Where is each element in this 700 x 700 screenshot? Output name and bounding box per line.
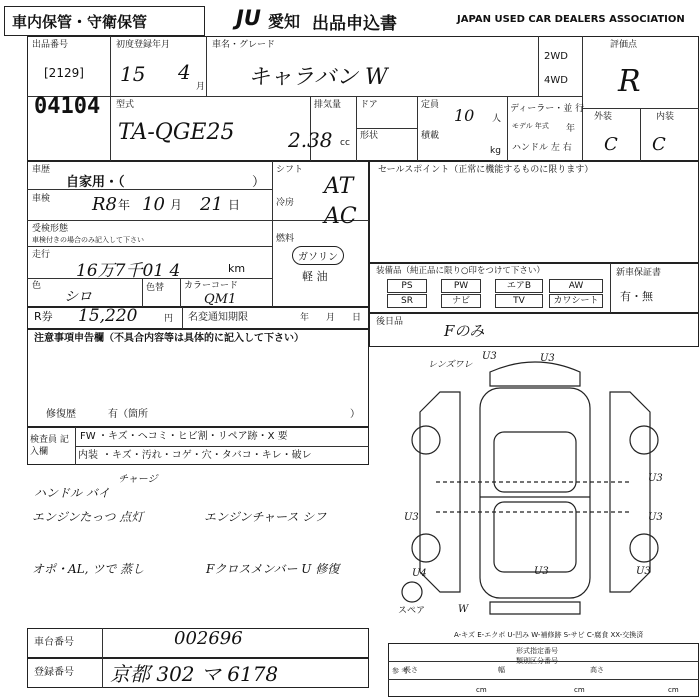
displacement-unit: cc (340, 138, 350, 148)
note-line-1: ハンドル バイ (34, 486, 110, 500)
note-line-2: エンジンたっつ 点灯 (32, 510, 144, 524)
plate-label: 登録番号 (34, 667, 74, 678)
paint-label: 色替 (146, 283, 165, 293)
car-diagram (380, 352, 690, 622)
fuel-gas: ガソリン (292, 246, 344, 265)
repair-label: 修復歴 (46, 409, 76, 420)
equipment-label: 装備品（純正品に限り○印をつけて下さい） (376, 266, 545, 276)
inspector-int-items: ・キズ・汚れ・コゲ・穴・タバコ・キレ・破レ (102, 450, 312, 461)
vehicle-name-label: 車名・グレード (212, 40, 276, 50)
inspection-day-unit: 日 (228, 198, 241, 212)
note-label: 参 考 (392, 667, 409, 675)
displacement-label: 排気量 (314, 100, 342, 110)
inspection-month: 10 (142, 194, 165, 215)
shape-label: 形状 (360, 131, 379, 141)
association-name: JAPAN USED CAR DEALERS ASSOCIATION (457, 14, 685, 25)
height-label: 高さ (590, 666, 604, 674)
load-label: 積載 (421, 131, 440, 141)
equipment-pw: PW (441, 279, 481, 293)
form-number-label: 形式指定番号 (516, 647, 558, 655)
shift-value: AT (324, 174, 354, 199)
dealer-label: ディーラー・並 行 (510, 104, 585, 114)
equipment-aw: AW (549, 279, 603, 293)
height-unit: cm (668, 686, 679, 694)
new-warranty-label: 新車保証書 (616, 268, 662, 278)
length-unit: cm (476, 686, 487, 694)
equipment-leather-seat: カワシート (549, 294, 603, 308)
displacement-value: 2.38 (288, 128, 333, 152)
recycle-unit: 円 (164, 314, 174, 324)
capacity-value: 10 (454, 106, 475, 125)
class-number-label: 類別区分番号 (516, 657, 558, 665)
color-value: シロ (64, 289, 92, 305)
damage-mark-6: U3 (534, 566, 549, 577)
inspector-interior: 内装 (78, 450, 98, 461)
storage-title: 車内保管・守衛保管 (12, 13, 148, 31)
rating-value: R (618, 64, 641, 99)
rating-label: 評価点 (610, 40, 638, 50)
color-code-label: カラーコード (184, 281, 239, 291)
damage-mark-2: U3 (540, 353, 555, 364)
registration-label: 初度登録年月 (116, 40, 171, 50)
width-label: 幅 (498, 666, 505, 674)
equipment-sr: SR (387, 294, 427, 308)
inspector-fw: FW (80, 431, 96, 442)
damage-mark-lens: レンズワレ (428, 360, 473, 370)
repair-close: ） (350, 409, 360, 420)
interior-label: 内装 (656, 112, 675, 122)
vehicle-name: キャラバン W (248, 65, 388, 90)
damage-mark-3: U3 (648, 473, 663, 484)
reception-label: 受検形態 (32, 224, 69, 234)
name-change-label: 名変通知期限 (188, 312, 248, 323)
plate-value: 京都 302 マ 6178 (110, 662, 279, 686)
org-name: 愛知 (268, 12, 301, 31)
registration-year: 15 (120, 62, 146, 86)
load-unit: kg (490, 146, 501, 156)
door-label: ドア (360, 100, 378, 110)
damage-mark-4: U3 (648, 512, 663, 523)
length-label: 長さ (404, 666, 418, 674)
color-code-value: QM1 (204, 292, 237, 307)
documents-label: 後日品 (376, 317, 404, 327)
selling-points-label: セールスポイント（正常に機能するものに限ります） (378, 165, 594, 175)
shift-label: シフト (276, 165, 304, 175)
new-warranty-value: 有・無 (620, 290, 653, 303)
exterior-value: C (604, 134, 618, 155)
mileage-value: 16万7千01 4 (76, 261, 181, 281)
damage-mark-9: W (458, 604, 469, 615)
registration-month-unit: 月 (196, 82, 206, 92)
color-label: 色 (32, 281, 42, 291)
inspector-mark: チャージ (118, 474, 158, 485)
inspection-era: R8 (92, 194, 118, 215)
doc-title: 出品申込書 (312, 14, 397, 34)
inspection-label: 車検 (32, 194, 51, 204)
damage-mark-8: U3 (404, 512, 419, 523)
history-label: 車歴 (32, 165, 51, 175)
mileage-label: 走行 (32, 250, 51, 260)
ju-logo: JU (236, 6, 261, 30)
fuel-diesel: 軽 油 (302, 270, 328, 283)
inspection-year-unit: 年 (118, 198, 131, 212)
capacity-label: 定員 (421, 100, 440, 110)
exterior-label: 外装 (594, 112, 613, 122)
model-label: 型式 (116, 100, 135, 110)
drive-4wd: 4WD (544, 75, 568, 86)
fuel-label: 燃料 (276, 234, 295, 244)
name-change-month: 月 (326, 313, 336, 323)
note-line-5: Fクロスメンバー U 修復 (206, 562, 340, 576)
note-line-4: オポ・AL, ツで 蒸し (32, 562, 145, 576)
mileage-unit: km (228, 262, 246, 275)
reception-note: 車検付きの場合のみ記入して下さい (32, 236, 144, 244)
equipment-navi: ナビ (441, 294, 481, 308)
repair-value: 有（箇所 (108, 409, 148, 420)
recycle-value: 15,220 (78, 306, 138, 326)
selling-points-box (369, 161, 699, 263)
chassis-label: 車台番号 (34, 637, 74, 648)
equipment-airbag: エアB (495, 279, 543, 293)
name-change-day: 日 (352, 313, 362, 323)
equipment-tv: TV (495, 294, 543, 308)
lot-number: 04104 (34, 94, 101, 119)
inspection-day: 21 (200, 194, 223, 215)
model-year-label: モデル 年式 (512, 122, 549, 130)
documents-box (369, 313, 699, 347)
lot-label: 出品番号 (32, 40, 69, 50)
capacity-unit: 人 (492, 114, 502, 124)
registration-month: 4 (178, 60, 191, 84)
model-year-unit: 年 (566, 124, 576, 134)
aircon-value: AC (324, 204, 357, 229)
history-value: 自家用・（ (66, 175, 125, 190)
damage-mark-7: U4 (412, 568, 427, 579)
history-close: ） (252, 175, 266, 190)
width-unit: cm (574, 686, 585, 694)
spare-label: スペア (398, 606, 426, 616)
damage-legend: A-キズ E-エクボ U-凹み W-補修跡 S-サビ C-腐食 XX-交換済 (454, 631, 644, 639)
documents-value: Fのみ (444, 322, 485, 340)
handle-label: ハンドル 左 右 (512, 143, 572, 153)
inspector-fw-items: ・キズ・ヘコミ・ヒビ割・リペア跡・X 要 (98, 431, 288, 442)
inspection-month-unit: 月 (170, 198, 183, 212)
equipment-ps: PS (387, 279, 427, 293)
inspector-label: 検査員 記入欄 (30, 435, 69, 457)
lot-sub-number: [2129] (44, 66, 84, 80)
drive-2wd: 2WD (544, 51, 568, 62)
interior-value: C (652, 134, 666, 155)
model-value: TA-QGE25 (118, 120, 235, 145)
name-change-year: 年 (300, 313, 310, 323)
damage-mark-1: U3 (482, 351, 497, 362)
recycle-label: R券 (34, 310, 53, 323)
note-line-3: エンジンチャース シフ (204, 510, 327, 524)
aircon-label: 冷房 (276, 198, 295, 208)
damage-mark-5: U3 (636, 566, 651, 577)
chassis-value: 002696 (174, 628, 243, 649)
notes-label: 注意事項申告欄（不具合内容等は具体的に記入して下さい） (34, 333, 304, 344)
